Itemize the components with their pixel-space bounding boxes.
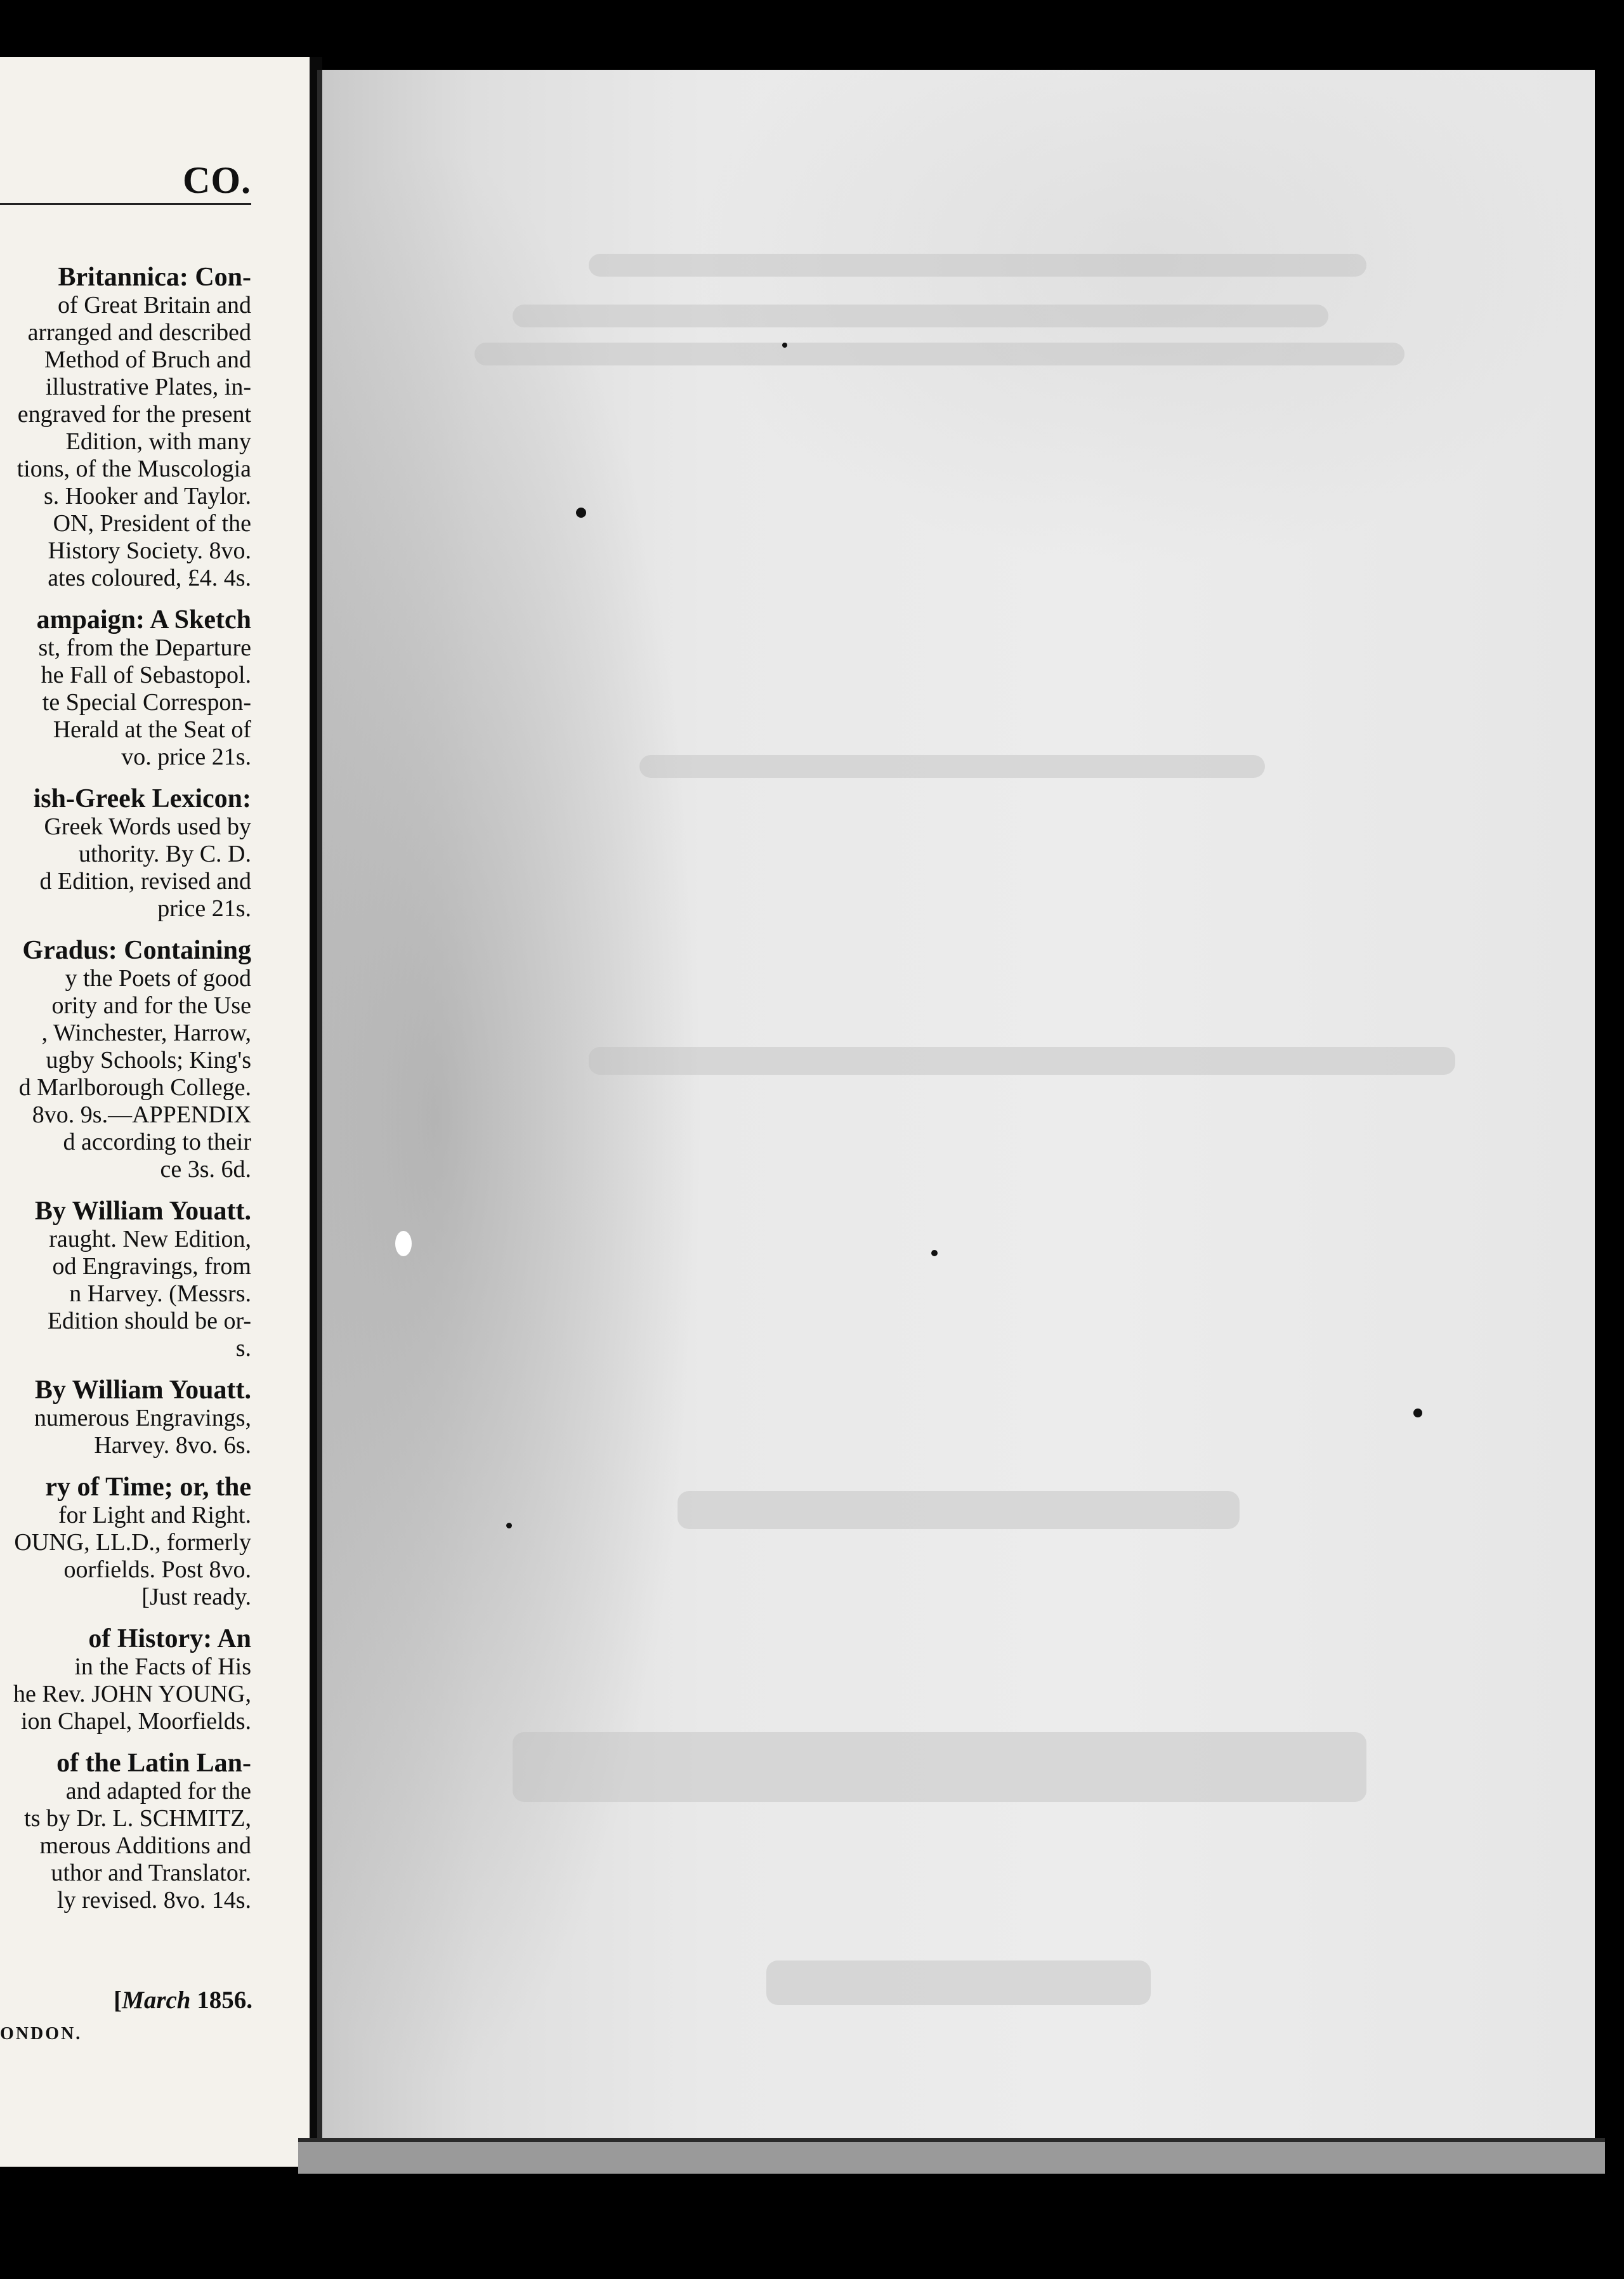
advertisement-line: Method of Bruch and (44, 346, 251, 373)
advertisement-line: vo. price 21s. (121, 744, 251, 770)
advertisement-entry (0, 1197, 251, 1362)
advertisement-line: ly revised. 8vo. 14s. (56, 1887, 251, 1914)
advertisement-line: arranged and described (27, 319, 251, 346)
advertisement-entry (0, 785, 251, 923)
advertisement-title: By William Youatt. (34, 1376, 251, 1405)
advertisement-entry (0, 1749, 251, 1914)
advertisement-line: s. Hooker and Taylor. (44, 483, 251, 509)
advertisement-entry (0, 606, 251, 771)
advertisement-line: he Fall of Sebastopol. (41, 662, 251, 688)
advertisement-line: [Just ready. (141, 1584, 251, 1610)
show-through-line (589, 254, 1366, 277)
advertisement-line: illustrative Plates, in- (45, 374, 251, 400)
advertisement-line: he Rev. JOHN YOUNG, (13, 1681, 251, 1707)
advertisement-title: Gradus: Containing (22, 936, 251, 965)
advertisement-line: ates coloured, £4. 4s. (48, 565, 251, 591)
advertisement-line: Greek Words used by (44, 813, 251, 840)
advertisement-line: numerous Engravings, (34, 1405, 251, 1431)
advertisement-title: ampaign: A Sketch (36, 605, 251, 634)
advertisement-entry (0, 1473, 251, 1611)
ink-speck (931, 1250, 938, 1256)
advertisement-line: d Edition, revised and (39, 868, 251, 895)
advertisement-line: n Harvey. (Messrs. (69, 1280, 251, 1307)
advertisement-line: tions, of the Muscologia (16, 456, 251, 482)
footer-date: [March 1856. (114, 1987, 252, 2014)
advertisement-line: 8vo. 9s.—APPENDIX (32, 1101, 251, 1128)
publisher-heading: CO. (183, 159, 251, 201)
advertisement-line: te Special Correspon- (42, 689, 251, 716)
advertisement-title: By William Youatt. (34, 1197, 251, 1226)
show-through-line (513, 305, 1328, 327)
advertisement-line: Edition, with many (65, 428, 251, 455)
advertisement-entry (0, 936, 251, 1183)
advertisement-line: raught. New Edition, (49, 1226, 251, 1252)
advertisement-line: uthor and Translator. (51, 1860, 251, 1886)
page-header (0, 57, 251, 205)
show-through-line (766, 1960, 1151, 2005)
advertisement-line: OUNG, LL.D., formerly (14, 1529, 251, 1556)
advertisement-line: ority and for the Use (51, 992, 251, 1019)
advertisement-title: of History: An (88, 1624, 251, 1653)
advertisement-line: Edition should be or- (47, 1308, 251, 1334)
ink-speck (782, 343, 787, 348)
show-through-line (475, 343, 1405, 365)
advertisement-line: ce 3s. 6d. (160, 1156, 251, 1183)
ink-speck (576, 508, 586, 518)
advertisement-title: Britannica: Con- (58, 263, 251, 292)
show-through-line (513, 1732, 1366, 1802)
advertisement-title: ish-Greek Lexicon: (33, 784, 251, 813)
advertisement-line: merous Additions and (39, 1832, 251, 1859)
advertisement-list (0, 205, 251, 1914)
advertisement-line: engraved for the present (17, 401, 251, 428)
advertisement-line: ion Chapel, Moorfields. (20, 1708, 251, 1735)
advertisement-line: and adapted for the (65, 1778, 251, 1804)
advertisement-line: od Engravings, from (52, 1253, 251, 1280)
advertisement-title: ry of Time; or, the (45, 1473, 251, 1502)
advertisement-title: of the Latin Lan- (56, 1749, 251, 1778)
paper-blemish (395, 1231, 412, 1256)
show-through-line (639, 755, 1265, 778)
footer-imprint: ONDON. (0, 2024, 82, 2044)
show-through-line (678, 1491, 1240, 1529)
advertisement-line: oorfields. Post 8vo. (63, 1556, 251, 1583)
advertisement-line: st, from the Departure (38, 634, 251, 661)
advertisement-line: d Marlborough College. (18, 1074, 251, 1101)
advertisement-entry (0, 1625, 251, 1735)
left-page (0, 57, 310, 2167)
advertisement-line: for Light and Right. (58, 1502, 251, 1528)
advertisement-line: y the Poets of good (65, 965, 251, 992)
advertisement-line: s. (235, 1335, 251, 1362)
advertisement-line: ugby Schools; King's (46, 1047, 251, 1074)
advertisement-column (0, 57, 251, 1928)
ink-speck (1413, 1409, 1422, 1417)
ink-speck (506, 1523, 512, 1528)
advertisement-line: in the Facts of His (74, 1653, 251, 1680)
advertisement-line: Herald at the Seat of (53, 716, 251, 743)
advertisement-line: price 21s. (157, 895, 251, 922)
advertisement-line: ON, President of the (53, 510, 251, 537)
right-page (317, 70, 1595, 2164)
advertisement-line: ts by Dr. L. SCHMITZ, (24, 1805, 251, 1832)
show-through-line (589, 1047, 1455, 1075)
advertisement-line: , Winchester, Harrow, (41, 1020, 251, 1046)
advertisement-line: uthority. By C. D. (79, 841, 251, 867)
advertisement-line: Harvey. 8vo. 6s. (94, 1432, 251, 1459)
advertisement-line: of Great Britain and (58, 292, 251, 319)
advertisement-line: d according to their (63, 1129, 251, 1155)
advertisement-entry (0, 1376, 251, 1459)
advertisement-entry (0, 263, 251, 592)
page-bottom-edge (298, 2138, 1605, 2174)
advertisement-line: History Society. 8vo. (48, 537, 251, 564)
